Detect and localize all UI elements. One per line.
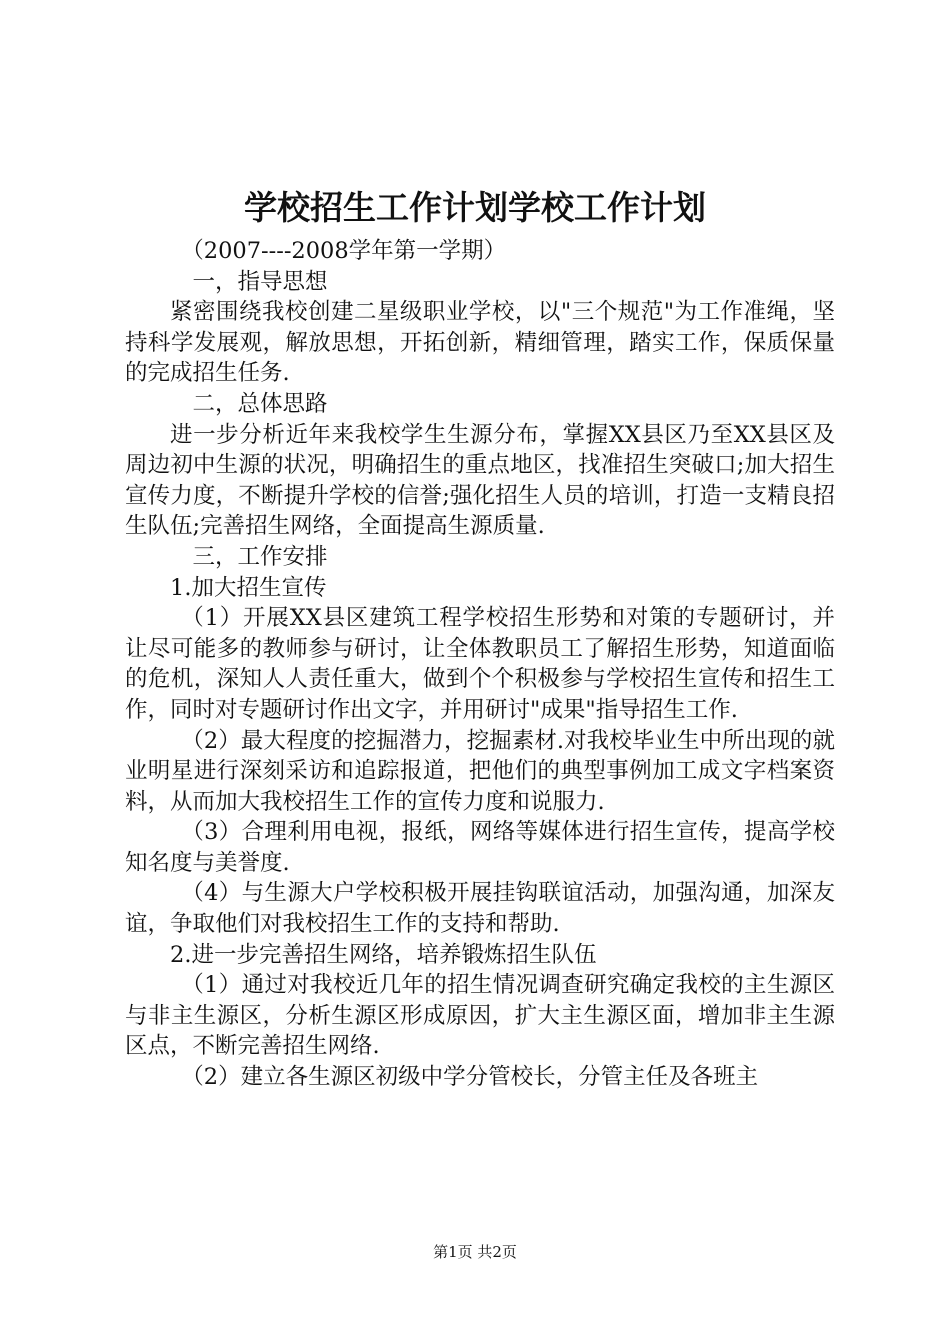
subheading-publicity: 1.加大招生宣传 — [170, 574, 327, 601]
page-footer: 第1页 共2页 — [433, 1243, 517, 1261]
section-heading-guiding-thought: 一，指导思想 — [192, 268, 328, 295]
list-item-network-1: （1）通过对我校近几年的招生情况调查研究确定我校的主生源区与非主生源区，分析生源区形成原因，扩大主生源区面，增加非主生源区点，不断完善招生网络. — [125, 972, 835, 1060]
document-title: 学校招生工作计划学校工作计划 — [244, 188, 706, 227]
section-heading-work-arrangement: 三，工作安排 — [192, 543, 328, 570]
list-item-publicity-3: （3）合理利用电视，报纸，网络等媒体进行招生宣传，提高学校知名度与美誉度. — [125, 819, 835, 876]
paragraph-overall-approach: 进一步分析近年来我校学生生源分布，掌握XX县区乃至XX县区及周边初中生源的状况，明确招生的重点地区，找准招生突破口;加大招生宣传力度，不断提升学校的信誉;强化招生人员的培训，打造一支精良招生队伍;完善招生网络，全面提高生源质量. — [125, 421, 835, 540]
list-item-network-2: （2）建立各生源区初级中学分管校长，分管主任及各班主 — [181, 1064, 759, 1091]
semester-line: （2007----2008学年第一学期） — [181, 238, 507, 264]
list-item-publicity-2: （2）最大程度的挖掘潜力，挖掘素材.对我校毕业生中所出现的就业明星进行深刻采访和追踪报道，把他们的典型事例加工成文字档案资料，从而加大我校招生工作的宣传力度和说服力. — [125, 727, 835, 815]
section-heading-overall-approach: 二，总体思路 — [192, 390, 328, 417]
list-item-publicity-1: （1）开展XX县区建筑工程学校招生形势和对策的专题研讨，并让尽可能多的教师参与研讨，让全体教职员工了解招生形势，知道面临的危机，深知人人责任重大，做到个个积极参与学校招生宣传和招生工作，同时对专题研讨作出文字，并用研讨"成果"指导招生工作. — [125, 605, 835, 723]
document-body — [125, 236, 835, 1093]
list-item-publicity-4: （4）与生源大户学校积极开展挂钩联谊活动，加强沟通，加深友谊，争取他们对我校招生工作的支持和帮助. — [125, 880, 835, 938]
paragraph-guiding-thought: 紧密围绕我校创建二星级职业学校，以"三个规范"为工作准绳，坚持科学发展观，解放思想，开拓创新，精细管理，踏实工作，保质保量的完成招生任务. — [125, 299, 835, 387]
subheading-network: 2.进一步完善招生网络，培养锻炼招生队伍 — [170, 941, 597, 968]
